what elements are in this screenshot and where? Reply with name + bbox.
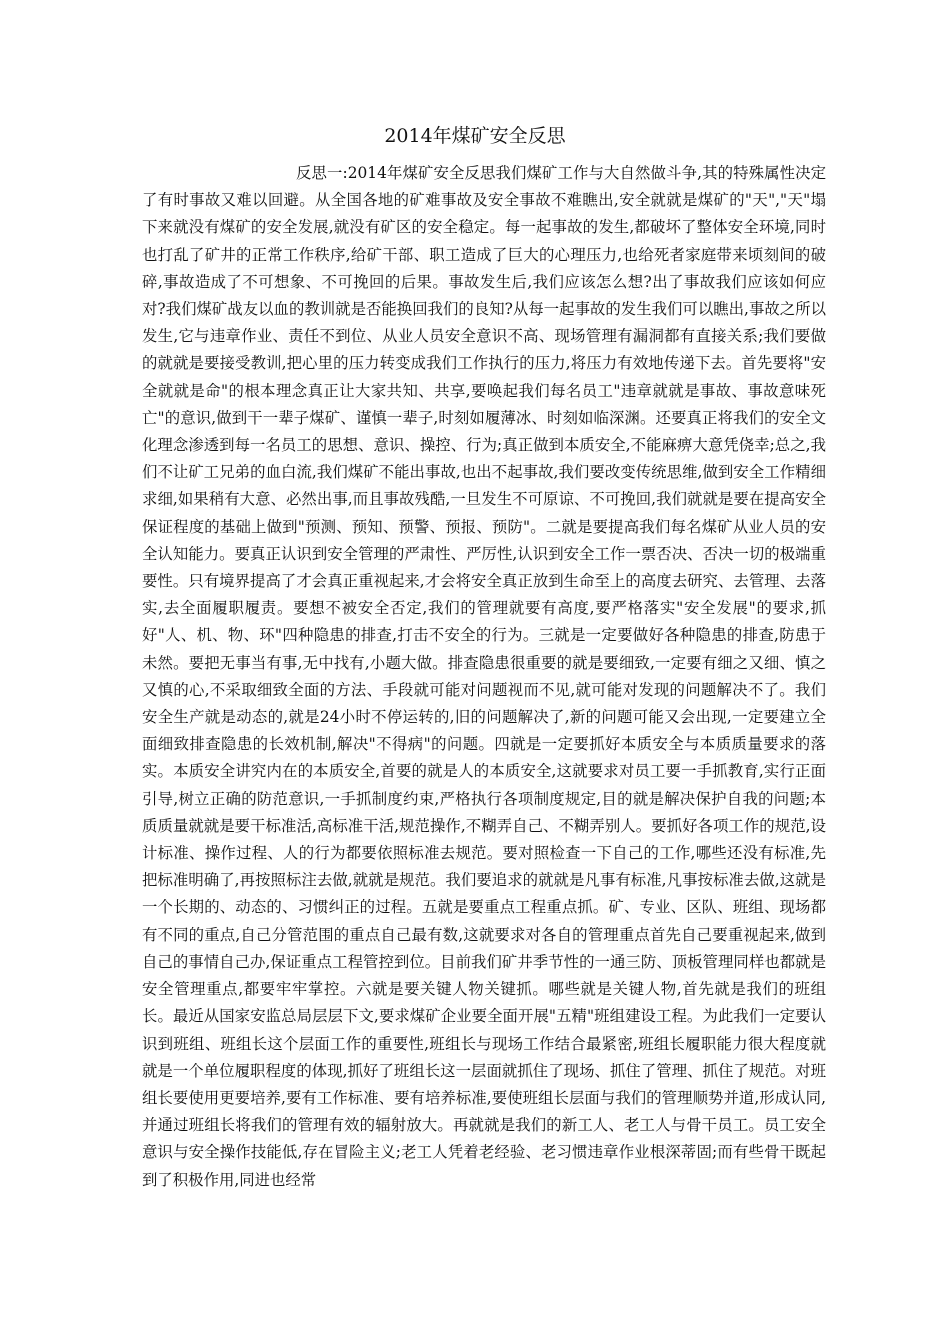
document-body: 反思一:2014年煤矿安全反思我们煤矿工作与大自然做斗争,其的特殊属性决定了有时事故又难以回避。从全国各地的矿难事故及安全事故不难瞧出,安全就就是煤矿的"天","天"塌下来就没有煤矿的安全发展,就没有矿区的安全稳定。每一起事故的发生,都破坏了整体安全环境,同时也打乱了矿井的正常工作秩序,给矿干部、职工造成了巨大的心理压力,也给死者家庭带来顷刻间的破碎,事故造成了不可想象、不可挽回的后果。事故发生后,我们应该怎么想?出了事故我们应该如何应对?我们煤矿战友以血的教训就是否能换回我们的良知?从每一起事故的发生我们可以瞧出,事故之所以发生,它与违章作业、责任不到位、从业人员安全意识不高、现场管理有漏洞都有直接关系;我们要做的就就是要接受教训,把心里的压力转变成我们工作执行的压力,将压力有效地传递下去。首先要将"安全就就是命"的根本理念真正让大家共知、共享,要唤起我们每名员工"违章就就是事故、事故意味死亡"的意识,做到干一辈子煤矿、谨慎一辈子,时刻如履薄冰、时刻如临深渊。还要真正将我们的安全文化理念渗透到每一名员工的思想、意识、操控、行为;真正做到本质安全,不能麻痹大意凭侥幸;总之,我们不让矿工兄弟的血白流,我们煤矿不能出事故,也出不起事故,我们要改变传统思维,做到安全工作精细求细,如果稍有大意、必然出事,而且事故残酷,一旦发生不可原谅、不可挽回,我们就就是要在提高安全保证程度的基础上做到"预测、预知、预警、预报、预防"。二就是要提高我们每名煤矿从业人员的安全认知能力。要真正认识到安全管理的严肃性、严厉性,认识到安全工作一票否决、否决一切的极端重要性。只有境界提高了才会真正重视起来,才会将安全真正放到生命至上的高度去研究、去管理、去落实,去全面履职履责。要想不被安全否定,我们的管理就要有高度,要严格落实"安全发展"的要求,抓好"人、机、物、环"四种隐患的排查,打击不安全的行为。三就是一定要做好各种隐患的排查,防患于未然。要把无事当有事,无中找有,小题大做。排查隐患很重要的就是要细致,一定要有细之又细、慎之又慎的心,不采取细致全面的方法、手段就可能对问题视而不见,就可能对发现的问题解决不了。我们安全生产就是动态的,就是24小时不停运转的,旧的问题解决了,新的问题可能又会出现,一定要建立全面细致排查隐患的长效机制,解决"不得病"的问题。四就是一定要抓好本质安全与本质质量要求的落实。本质安全讲究内在的本质安全,首要的就是人的本质安全,这就要求对员工要一手抓教育,实行正面引导,树立正确的防范意识,一手抓制度约束,严格执行各项制度规定,目的就是解决保护自我的问题;本质质量就就是要干标准活,高标准干活,规范操作,不糊弄自己、不糊弄别人。要抓好各项工作的规范,设计标准、操作过程、人的行为都要依照标准去规范。要对照检查一下自己的工作,哪些还没有标准,先把标准明确了,再按照标注去做,就就是规范。我们要追求的就就是凡事有标准,凡事按标准去做,这就是一个长期的、动态的、习惯纠正的过程。五就是要重点工程重点抓。矿、专业、区队、班组、现场都有不同的重点,自己分管范围的重点自己最有数,这就要求对各自的管理重点首先自己要重视起来,做到自己的事情自己办,保证重点工程管控到位。目前我们矿井季节性的一通三防、顶板管理同样也都就是安全管理重点,都要牢牢掌控。六就是要关键人物关键抓。哪些就是关键人物,首先就是我们的班组长。最近从国家安监总局层层下文,要求煤矿企业要全面开展"五精"班组建设工程。为此我们一定要认识到班组、班组长这个层面工作的重要性,班组长与现场工作结合最紧密,班组长履职能力很大程度就就是一个单位履职程度的体现,抓好了班组长这一层面就抓住了现场、抓住了管理、抓住了规范。对班组长要使用更要培养,要有工作标准、要有培养标准,要使班组长层面与我们的管理顺势并道,形成认同,并通过班组长将我们的管理有效的辐射放大。再就就是我们的新工人、老工人与骨干员工。员工安全意识与安全操作技能低,存在冒险主义;老工人凭着老经验、老习惯违章作业根深蒂固;而有些骨干既起到了积极作用,同进也经常: [142, 164, 826, 1189]
document-title: 2014年煤矿安全反思: [384, 125, 566, 147]
